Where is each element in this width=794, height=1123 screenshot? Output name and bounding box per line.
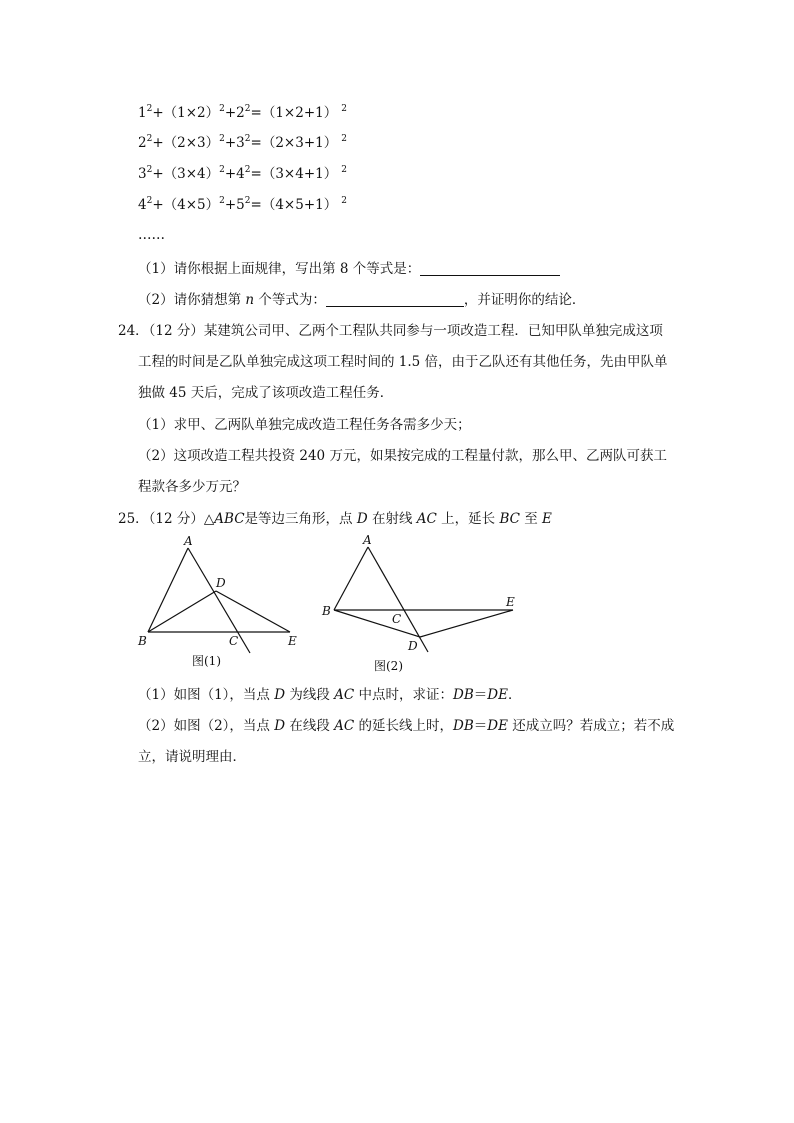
q25-text: 25．（12 分）△ xyxy=(118,511,215,527)
q25-text: （1）如图（1），当点 xyxy=(138,687,275,703)
q25-text: （2）如图（2），当点 xyxy=(138,718,275,734)
fig1-segment-AC-ray xyxy=(188,548,250,653)
exponent: 2 xyxy=(341,104,347,114)
exponent: 2 xyxy=(146,196,153,206)
figure-2 xyxy=(318,530,528,678)
q25-part2-line2: 立，请说明理由． xyxy=(138,749,246,765)
eq-term: +3 xyxy=(224,135,245,151)
fig2-label-B: B xyxy=(322,604,331,618)
exponent: 2 xyxy=(244,134,251,144)
equation-4 xyxy=(138,196,347,214)
ellipsis: …… xyxy=(138,227,165,243)
q25-text: 至 xyxy=(519,511,543,527)
fig2-segment-DE xyxy=(420,610,513,637)
eq-term: +4 xyxy=(224,166,245,182)
eq-term: 3 xyxy=(138,166,147,182)
exponent: 2 xyxy=(219,196,225,206)
exponent: 2 xyxy=(219,134,225,144)
eq-term: =（2×3+1） xyxy=(250,135,338,151)
q25-var: AC xyxy=(416,511,437,527)
fig2-segment-AB xyxy=(334,547,368,610)
q25-text: 在射线 xyxy=(367,511,417,527)
exponent: 2 xyxy=(244,165,251,175)
eq-term: +（1×2） xyxy=(152,105,220,121)
fig1-label-D: D xyxy=(216,576,226,590)
q25-var: DB xyxy=(453,718,474,734)
fig2-segment-BD xyxy=(334,610,420,637)
q24-line3: 独做 45 天后，完成了该项改造工程任务． xyxy=(138,385,394,401)
exponent: 2 xyxy=(341,165,347,175)
q24-line2: 工程的时间是乙队单独完成这项工程时间的 1.5 倍，由于乙队还有其他任务，先由甲队单 xyxy=(138,354,668,370)
exponent: 2 xyxy=(219,104,225,114)
q24-part2-line2: 程款各多少万元？ xyxy=(138,479,246,495)
q24-part2-line1: （2）这项改造工程共投资 240 万元，如果按完成的工程量付款，那么甲、乙两队可获工 xyxy=(138,448,667,464)
q25-text: 是等边三角形，点 xyxy=(244,511,357,527)
exponent: 2 xyxy=(244,104,251,114)
q23-part2-text: 个等式为： xyxy=(254,292,326,308)
eq-term: +（2×3） xyxy=(152,135,220,151)
q25-part1 xyxy=(138,686,521,704)
fig1-label-E: E xyxy=(288,634,297,648)
fig1-caption: 图(1) xyxy=(192,654,221,668)
q25-var: AC xyxy=(334,687,355,703)
eq-term: 2 xyxy=(138,135,147,151)
q24-part1: （1）求甲、乙两队单独完成改造工程任务各需多少天； xyxy=(138,417,471,433)
q25-var: E xyxy=(542,511,552,527)
equation-1 xyxy=(138,104,347,122)
exponent: 2 xyxy=(146,104,153,114)
q23-part2-text: ，并证明你的结论． xyxy=(463,292,586,308)
exponent: 2 xyxy=(244,196,251,206)
q25-statement xyxy=(118,510,552,528)
eq-term: +5 xyxy=(224,197,245,213)
q25-text: 上，延长 xyxy=(436,511,500,527)
q25-var: DB xyxy=(453,687,474,703)
q25-var: ABC xyxy=(214,511,245,527)
fig2-label-D: D xyxy=(408,639,418,653)
eq-term: =（4×5+1） xyxy=(250,197,338,213)
q25-var: D xyxy=(274,687,286,703)
q25-text: ． xyxy=(507,687,522,703)
eq-term: +（3×4） xyxy=(152,166,220,182)
q25-text: 中点时，求证： xyxy=(354,687,454,703)
q23-var-n: n xyxy=(245,292,255,308)
q25-var: D xyxy=(356,511,368,527)
q23-part2 xyxy=(138,291,585,309)
q25-text: 在线段 xyxy=(285,718,335,734)
fig2-label-E: E xyxy=(506,595,515,609)
q25-var: BC xyxy=(499,511,520,527)
fig1-label-C: C xyxy=(229,634,239,648)
eq-term: +2 xyxy=(224,105,245,121)
fig1-label-B: B xyxy=(138,634,147,648)
exponent: 2 xyxy=(219,165,225,175)
eq-term: 1 xyxy=(138,105,147,121)
fig2-caption: 图(2) xyxy=(374,659,403,673)
q25-part2 xyxy=(138,717,674,735)
equation-3 xyxy=(138,165,347,183)
fig1-label-A: A xyxy=(184,535,193,548)
eq-term: +（4×5） xyxy=(152,197,220,213)
q25-var: D xyxy=(274,718,286,734)
exponent: 2 xyxy=(341,134,347,144)
fig2-label-A: A xyxy=(363,533,372,547)
eq-term: =（3×4+1） xyxy=(250,166,338,182)
q25-text: 还成立吗？若成立；若不成 xyxy=(507,718,675,734)
fig1-segment-DE xyxy=(216,591,290,632)
q23-part1 xyxy=(138,260,560,278)
q25-text: ＝ xyxy=(473,718,488,734)
exponent: 2 xyxy=(146,165,153,175)
q25-text: 的延长线上时， xyxy=(354,718,454,734)
answer-blank-1[interactable] xyxy=(420,261,560,276)
q25-text: 为线段 xyxy=(285,687,335,703)
q25-var: DE xyxy=(487,687,508,703)
figure-1 xyxy=(130,535,310,675)
fig2-label-C: C xyxy=(392,612,402,626)
q24-line1: 24．（12 分）某建筑公司甲、乙两个工程队共同参与一项改造工程．已知甲队单独完成这项 xyxy=(118,323,663,339)
q25-var: AC xyxy=(334,718,355,734)
q25-text: ＝ xyxy=(473,687,488,703)
exponent: 2 xyxy=(341,196,347,206)
exponent: 2 xyxy=(146,134,153,144)
eq-term: 4 xyxy=(138,197,147,213)
q23-part2-text: （2）请你猜想第 xyxy=(138,292,246,308)
q23-part1-text: （1）请你根据上面规律，写出第 8 个等式是： xyxy=(138,261,421,277)
eq-term: =（1×2+1） xyxy=(250,105,338,121)
answer-blank-2[interactable] xyxy=(326,292,464,307)
q25-var: DE xyxy=(487,718,508,734)
equation-2 xyxy=(138,134,347,152)
